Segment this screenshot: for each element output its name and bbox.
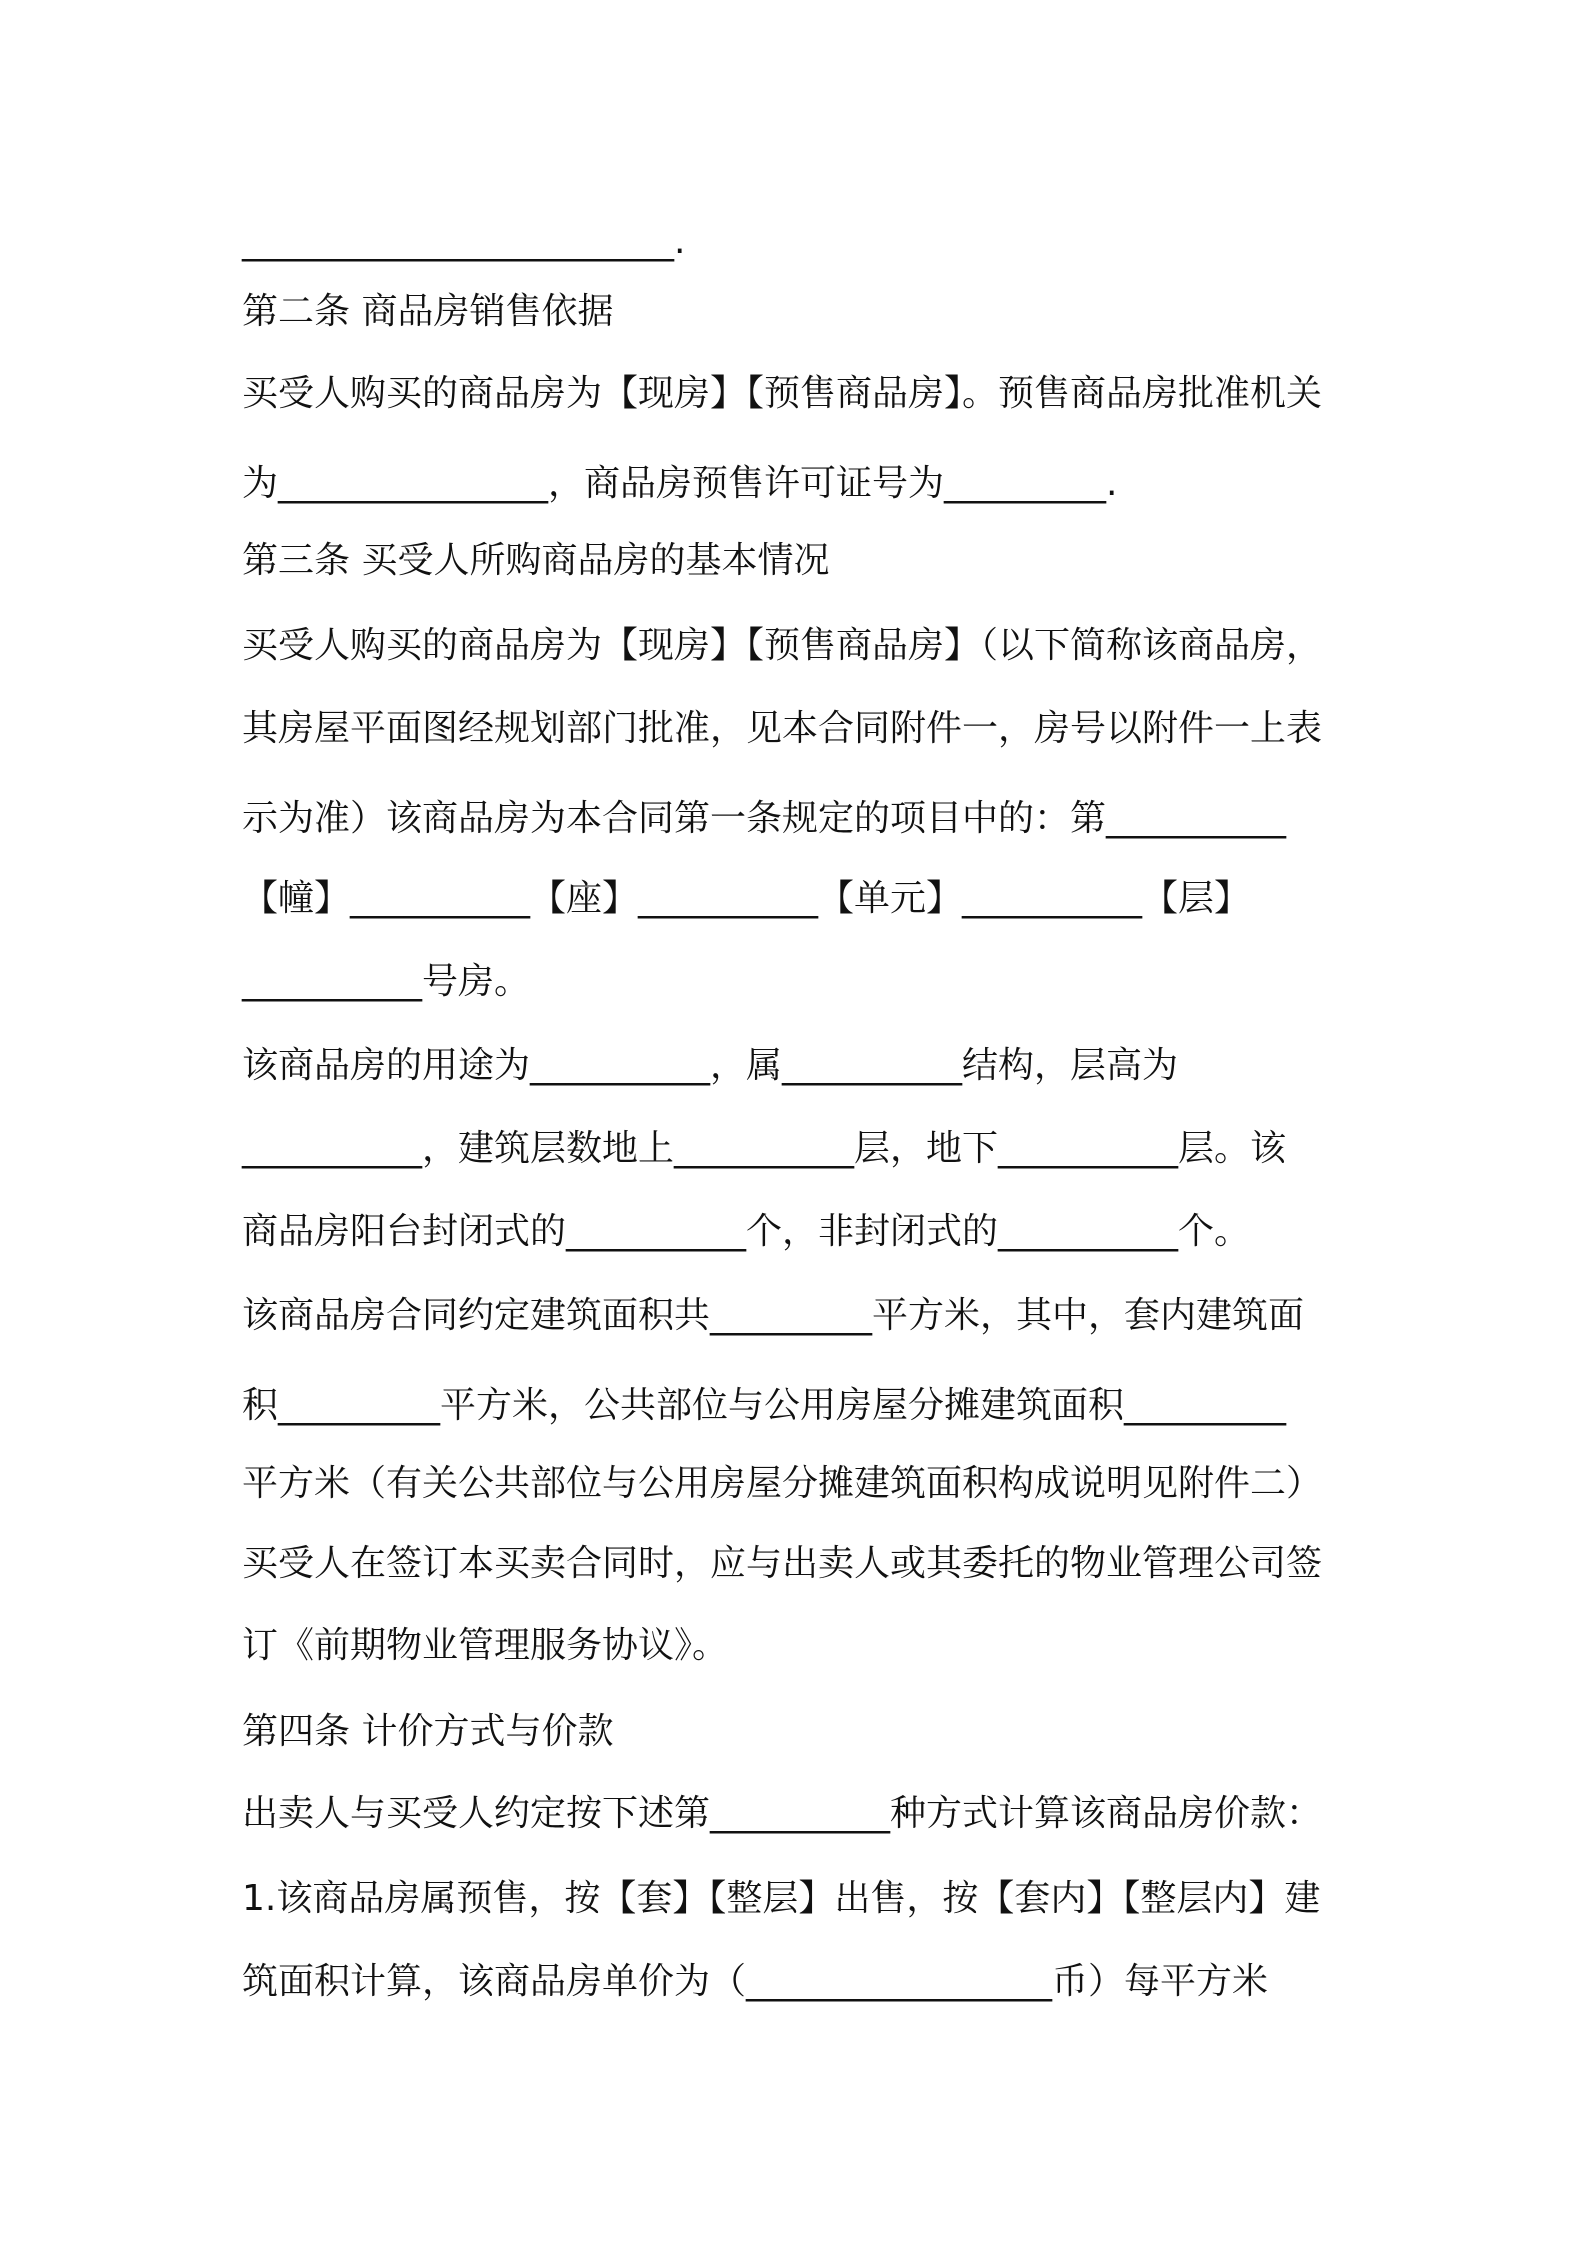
- blank-line-continuation: ________________________.: [242, 221, 686, 262]
- article-3-text-line-1: 买受人购买的商品房为【现房】【预售商品房】（以下简称该商品房，: [242, 625, 1323, 666]
- usage-line-1: 该商品房的用途为__________，属__________结构，层高为: [242, 1045, 1179, 1086]
- article-3-text-line-4: 【幢】__________【座】__________【单元】__________【层】: [242, 878, 1251, 919]
- article-4-text-line-1: 出卖人与买受人约定按下述第__________种方式计算该商品房价款：: [242, 1793, 1323, 1834]
- usage-line-3: 商品房阳台封闭式的__________个，非封闭式的__________个。: [242, 1211, 1251, 1252]
- property-management-line-2: 订《前期物业管理服务协议》。: [242, 1625, 729, 1666]
- article-2-text-line-2: 为_______________，商品房预售许可证号为_________.: [242, 463, 1118, 504]
- usage-line-2: __________，建筑层数地上__________层，地下__________层。该: [242, 1128, 1287, 1169]
- article-3-text-line-3: 示为准）该商品房为本合同第一条规定的项目中的：第__________: [242, 798, 1287, 839]
- article-3-heading: 第三条 买受人所购商品房的基本情况: [242, 540, 830, 581]
- property-management-line-1: 买受人在签订本买卖合同时，应与出卖人或其委托的物业管理公司签: [242, 1543, 1323, 1584]
- article-4-heading: 第四条 计价方式与价款: [242, 1711, 614, 1752]
- article-2-heading: 第二条 商品房销售依据: [242, 291, 614, 332]
- article-4-text-line-2: 1.该商品房属预售，按【套】【整层】出售，按【套内】【整层内】建: [242, 1878, 1321, 1919]
- article-3-text-line-5: __________号房。: [242, 961, 531, 1002]
- area-line-3: 平方米（有关公共部位与公用房屋分摊建筑面积构成说明见附件二）: [242, 1463, 1323, 1504]
- area-line-1: 该商品房合同约定建筑面积共_________平方米，其中，套内建筑面: [242, 1295, 1305, 1336]
- area-line-2: 积_________平方米，公共部位与公用房屋分摊建筑面积_________: [242, 1385, 1287, 1426]
- article-4-text-line-3: 筑面积计算，该商品房单价为（_________________币）每平方米: [242, 1961, 1269, 2002]
- article-3-text-line-2: 其房屋平面图经规划部门批准，见本合同附件一，房号以附件一上表: [242, 708, 1323, 749]
- article-2-text-line-1: 买受人购买的商品房为【现房】【预售商品房】。预售商品房批准机关: [242, 373, 1323, 414]
